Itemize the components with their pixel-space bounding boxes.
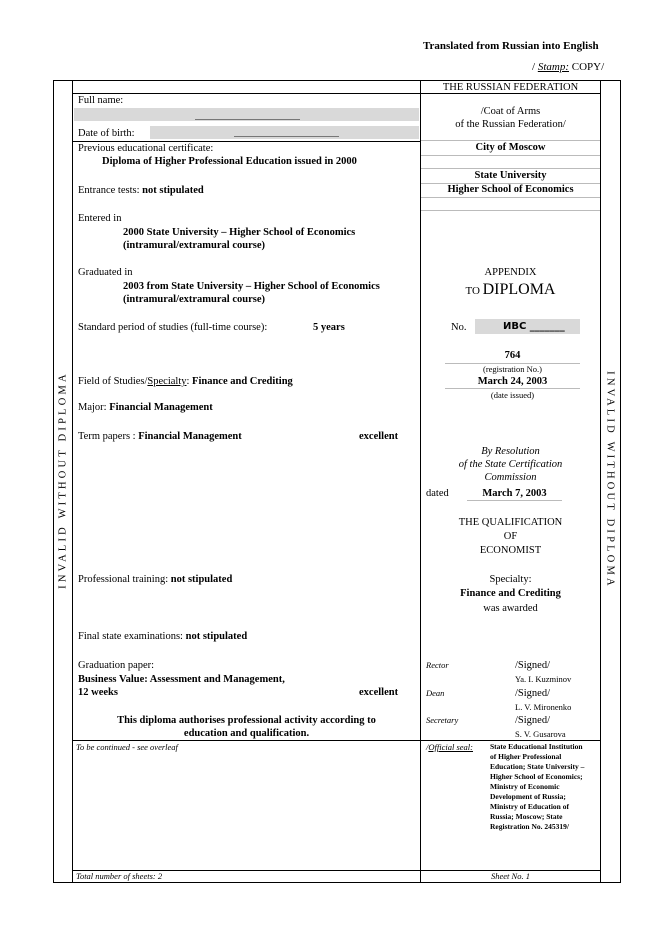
training-line <box>78 573 232 586</box>
total-sheets: Total number of sheets: 2 <box>76 871 163 881</box>
full-name-label: Full name: <box>78 95 124 106</box>
stamp-value: COPY/ <box>568 61 605 73</box>
univ-line1: State University <box>474 170 547 181</box>
side-text-right: INVALID WITHOUT DIPLOMA <box>604 371 616 589</box>
issue-date: March 24, 2003 <box>477 376 548 387</box>
dated-label: dated <box>426 488 449 499</box>
continued-note: To be continued - see overleaf <box>76 742 178 752</box>
term-line <box>78 430 242 443</box>
prev-cert-value: Diploma of Higher Professional Education issued in 2000 <box>102 156 357 167</box>
specialty-value: Finance and Crediting <box>460 588 561 599</box>
qual-line2: OF <box>503 531 518 542</box>
field-label-c: : <box>186 376 193 387</box>
seal-text: State Educational Institution of Higher Professional Education; State University – Higher School of Economics; Ministry of Economic Development of Russia; Ministry of Education of Russia; Moscow; State Registration No. 245319/ <box>490 742 585 831</box>
appendix-to-diploma <box>421 281 600 301</box>
coat-line1: /Coat of Arms <box>480 106 541 117</box>
stamp-line <box>532 61 604 74</box>
secretary-name: S. V. Gusarova <box>515 729 566 739</box>
divider-overleaf <box>72 740 600 741</box>
field-line <box>78 375 293 388</box>
major-label: Major: <box>78 402 110 413</box>
entered-line1: 2000 State University – Higher School of Economics <box>123 227 356 238</box>
final-line <box>78 630 247 643</box>
appendix: APPENDIX <box>484 267 537 278</box>
rector-signed: /Signed/ <box>515 660 551 671</box>
issue-date-line <box>445 388 580 389</box>
dated-line <box>467 500 562 501</box>
rector-name: Ya. I. Kuzminov <box>515 674 572 684</box>
entered-label: Entered in <box>78 213 122 224</box>
period-value: 5 years <box>313 322 345 333</box>
seal-label: Official seal: <box>428 742 473 752</box>
coat-line2: of the Russian Federation/ <box>455 119 566 130</box>
no-label: No. <box>451 322 467 333</box>
field-value: Finance and Crediting <box>192 376 293 387</box>
frame-bottom <box>53 882 621 883</box>
grad-paper-grade: excellent <box>359 687 399 698</box>
frame-outer-right <box>620 80 621 883</box>
graduated-line2: (intramural/extramural course) <box>123 294 266 305</box>
authorises-line2: education and qualification. <box>183 728 310 739</box>
final-label: Final state examinations: <box>78 631 186 642</box>
resolution-line2: of the State Certification <box>458 459 563 470</box>
authorises-line1: This diploma authorises professional activity according to <box>117 715 376 726</box>
field-label-a: Field of Studies/ <box>78 376 148 387</box>
diploma-title: DIPLOMA <box>482 281 556 298</box>
secretary-signed: /Signed/ <box>515 715 551 726</box>
awarded: was awarded <box>483 603 538 614</box>
stamp-prefix: / <box>532 61 538 73</box>
dean-label: Dean <box>426 688 445 698</box>
specialty-label: Specialty: <box>489 574 532 585</box>
translation-note: Translated from Russian into English <box>423 40 599 52</box>
to-prefix: TO <box>465 285 480 297</box>
secretary-label: Secretary <box>426 715 459 725</box>
sheet-no: Sheet No. 1 <box>491 871 530 881</box>
training-label: Professional training: <box>78 574 171 585</box>
dean-name: L. V. Mironenko <box>515 702 572 712</box>
graduated-line1: 2003 from State University – Higher School of Economics <box>123 281 380 292</box>
frame-left <box>72 80 73 883</box>
right-line-f <box>421 210 600 211</box>
term-grade: excellent <box>359 431 399 442</box>
stamp-label: Stamp: <box>537 61 569 73</box>
qual-line1: THE QUALIFICATION <box>458 517 563 528</box>
reg-caption: (registration No.) <box>482 364 542 374</box>
dated-value: March 7, 2003 <box>482 488 547 499</box>
entrance-value: not stipulated <box>142 185 204 196</box>
qual-line3: ECONOMIST <box>479 545 542 556</box>
period-label: Standard period of studies (full-time course): <box>78 322 268 333</box>
grad-paper-label: Graduation paper: <box>78 660 155 671</box>
major-line <box>78 401 213 414</box>
field-label-b: Specialty <box>147 376 187 387</box>
term-label: Term papers : <box>78 431 139 442</box>
dob-line <box>234 136 339 137</box>
right-line-b <box>421 155 600 156</box>
major-value: Financial Management <box>109 402 213 413</box>
entrance-line <box>78 184 204 197</box>
entered-line2: (intramural/extramural course) <box>123 240 266 251</box>
grad-paper-line1: Business Value: Assessment and Management, <box>78 674 285 685</box>
seal-label-line <box>426 742 473 752</box>
dob-field <box>150 126 419 139</box>
resolution-line1: By Resolution <box>481 446 540 457</box>
resolution-line3: Commission <box>484 472 537 483</box>
univ-line2: Higher School of Economics <box>447 184 574 195</box>
dob-label: Date of birth: <box>78 128 135 139</box>
federation: THE RUSSIAN FEDERATION <box>442 82 579 93</box>
rector-label: Rector <box>426 660 449 670</box>
training-value: not stipulated <box>170 574 233 585</box>
side-text-left: INVALID WITHOUT DIPLOMA <box>57 371 69 589</box>
right-line-e <box>421 197 600 198</box>
term-value: Financial Management <box>138 431 242 442</box>
reg-no: 764 <box>504 350 521 361</box>
full-name-line <box>195 119 300 120</box>
frame-right <box>600 80 601 883</box>
dean-signed: /Signed/ <box>515 688 551 699</box>
issue-caption: (date issued) <box>490 390 535 400</box>
seal-prefix: / <box>426 742 429 752</box>
entrance-label: Entrance tests: <box>78 185 143 196</box>
graduated-label: Graduated in <box>78 267 133 278</box>
grad-paper-line2: 12 weeks <box>78 687 118 698</box>
no-value: ИВС _______ <box>503 321 565 332</box>
city: City of Moscow <box>475 142 546 153</box>
prev-cert-label: Previous educational certificate: <box>78 143 214 154</box>
frame-outer-left <box>53 80 54 883</box>
final-value: not stipulated <box>185 631 248 642</box>
